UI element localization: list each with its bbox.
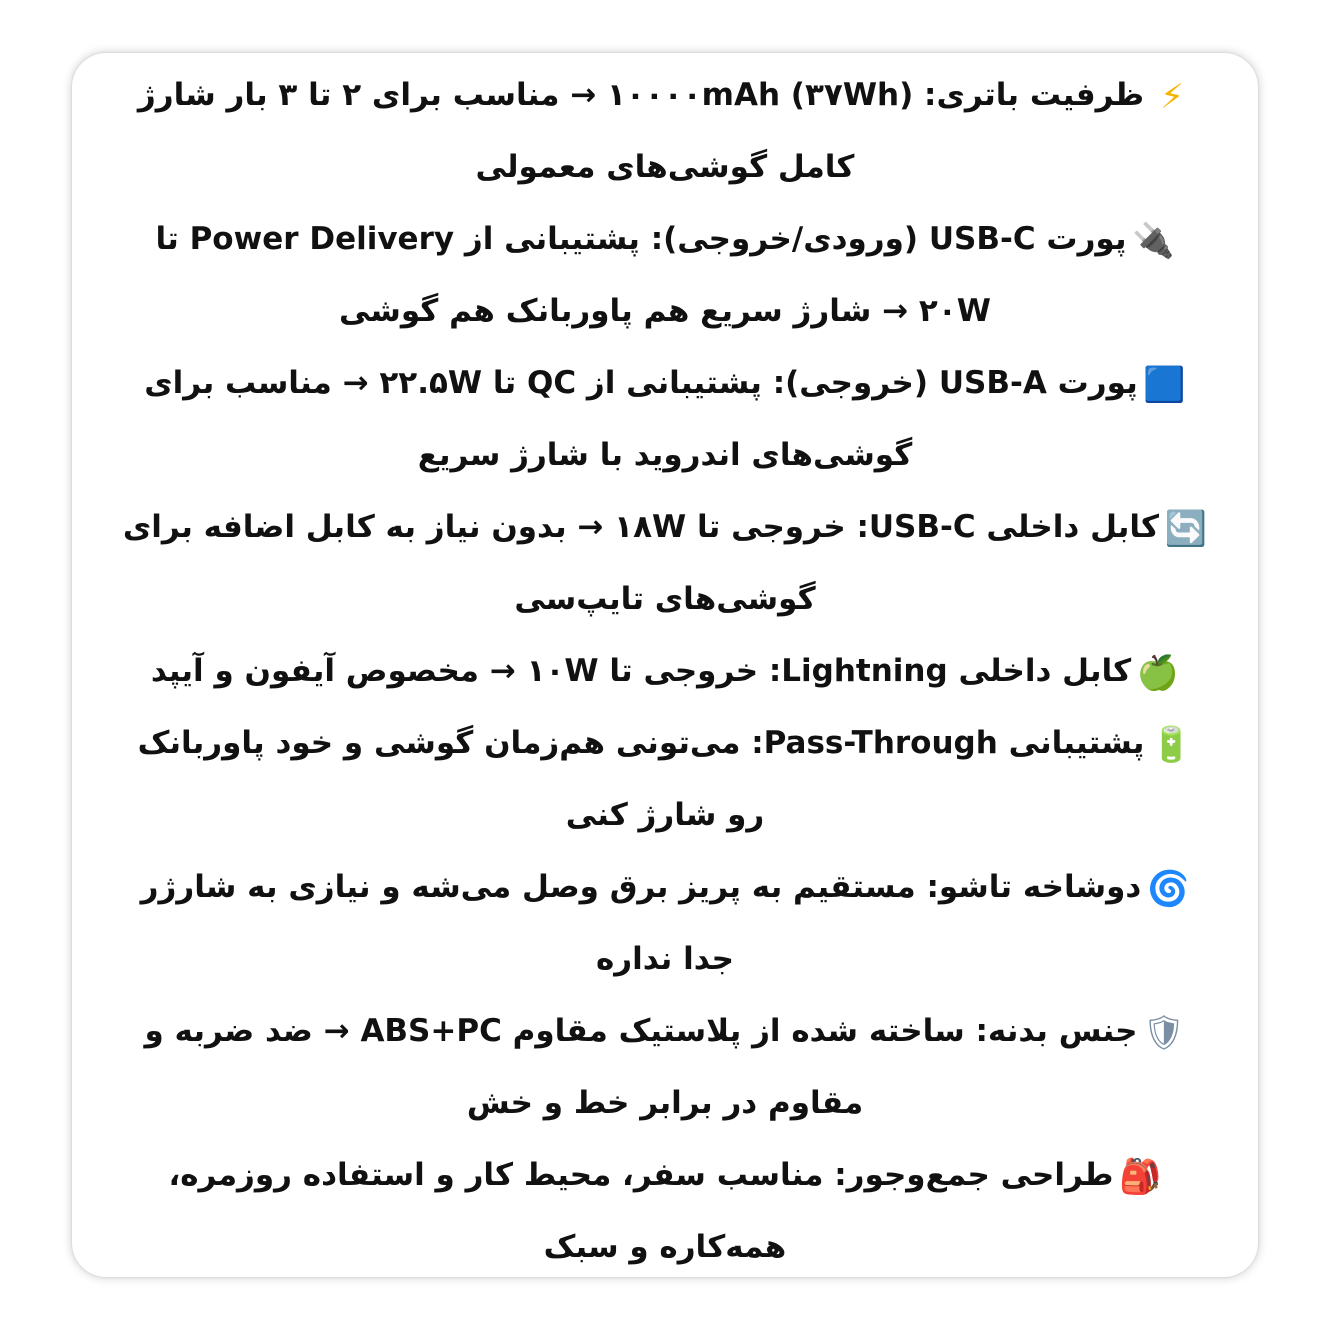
cyclone-icon: 🌀: [1146, 868, 1190, 909]
battery-icon: 🔋: [1150, 724, 1193, 765]
feature-lightning-cable: [116, 635, 1214, 707]
feature-usb-c-port: [116, 203, 1214, 347]
feature-card: [72, 53, 1258, 1277]
feature-capacity: [116, 59, 1214, 203]
feature-folding-plug-text: دوشاخه تاشو: مستقیم به پریز برق وصل می‌شه و نیازی به شارژر جدا نداره: [140, 869, 1142, 977]
green-apple-icon: 🍏: [1136, 652, 1180, 693]
feature-pass-through: [116, 707, 1214, 851]
feature-usb-c-cable-text: کابل داخلی USB-C: خروجی تا ۱۸W → بدون نیاز به کابل اضافه برای گوشی‌های تایپ‌سی: [122, 509, 1160, 617]
shield-icon: 🛡: [1142, 1012, 1186, 1053]
feature-folding-plug: [116, 851, 1214, 995]
feature-pass-through-text: پشتیبانی Pass-Through: می‌تونی هم‌زمان گوشی و خود پاوربانک رو شارژ کنی: [137, 725, 1145, 833]
feature-usb-c-cable: [116, 491, 1214, 635]
electric-plug-icon: 🔌: [1132, 220, 1175, 261]
feature-usb-c-port-text: پورت USB-C (ورودی/خروجی): پشتیبانی از Power Delivery تا ۲۰W → شارژ سریع هم پاوربانک هم گوشی: [155, 221, 1127, 329]
feature-capacity-text: ظرفیت باتری: ۱۰۰۰۰mAh (۳۷Wh) → مناسب برای ۲ تا ۳ بار شارژ کامل گوشی‌های معمولی: [137, 77, 1145, 185]
feature-usb-a-port: [116, 347, 1214, 491]
feature-body-material-text: جنس بدنه: ساخته شده از پلاستیک مقاوم ABS+PC → ضد ضربه و مقاوم در برابر خط و خش: [144, 1013, 1138, 1121]
feature-body-material: [116, 995, 1214, 1139]
blue-square-icon: 🟦: [1143, 364, 1186, 405]
feature-lightning-cable-text: کابل داخلی Lightning: خروجی تا ۱۰W → مخصوص آیفون و آیپد: [150, 653, 1132, 689]
arrows-cycle-icon: 🔄: [1164, 508, 1208, 549]
feature-usb-a-port-text: پورت USB-A (خروجی): پشتیبانی از QC تا ۲۲.۵W → مناسب برای گوشی‌های اندروید با شارژ سریع: [144, 365, 1138, 473]
lightning-icon: ⚡: [1160, 76, 1185, 117]
feature-compact-design: [116, 1139, 1214, 1283]
backpack-icon: 🎒: [1119, 1156, 1162, 1197]
feature-compact-design-text: طراحی جمع‌وجور: مناسب سفر، محیط کار و استفاده روزمره، همه‌کاره و سبک: [168, 1157, 1114, 1265]
